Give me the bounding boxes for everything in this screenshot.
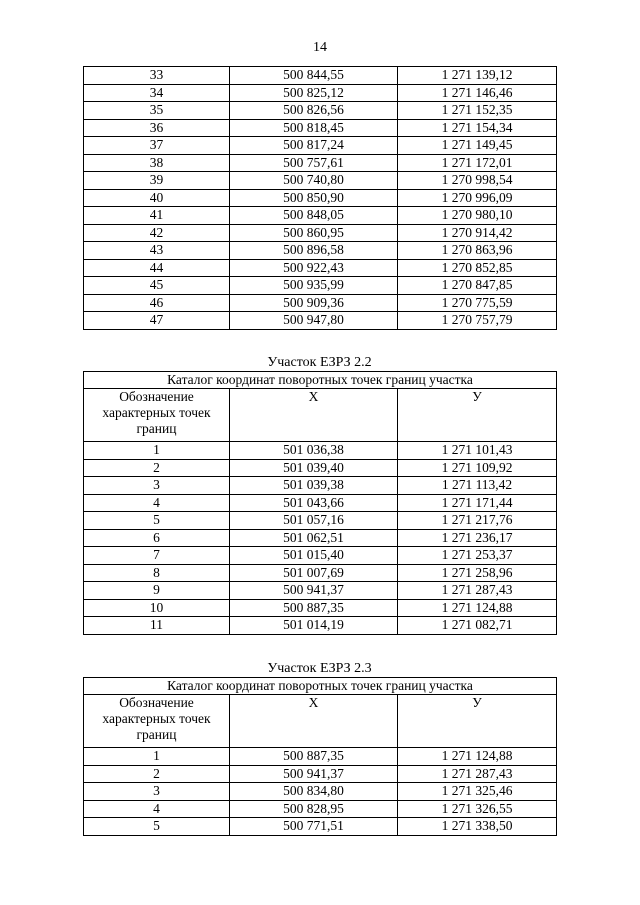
- catalog-caption: Каталог координат поворотных точек границ участка: [84, 678, 557, 695]
- point-id-cell: 37: [84, 137, 230, 155]
- point-id-cell: 44: [84, 259, 230, 277]
- x-coordinate-cell: 500 935,99: [230, 277, 398, 295]
- x-coordinate-cell: 500 848,05: [230, 207, 398, 225]
- x-coordinate-cell: 501 036,38: [230, 442, 398, 460]
- y-coordinate-cell: 1 271 172,01: [398, 154, 557, 172]
- y-coordinate-cell: 1 271 326,55: [398, 800, 557, 818]
- table-row: [84, 277, 557, 295]
- coordinates-table-2-2: [83, 371, 557, 635]
- y-coordinate-cell: 1 270 847,85: [398, 277, 557, 295]
- point-id-cell: 36: [84, 119, 230, 137]
- table-row: [84, 765, 557, 783]
- point-id-cell: 42: [84, 224, 230, 242]
- y-coordinate-cell: 1 271 113,42: [398, 477, 557, 495]
- point-id-cell: 4: [84, 494, 230, 512]
- y-coordinate-cell: 1 270 863,96: [398, 242, 557, 260]
- point-id-cell: 41: [84, 207, 230, 225]
- point-id-cell: 38: [84, 154, 230, 172]
- x-coordinate-cell: 501 062,51: [230, 529, 398, 547]
- point-id-cell: 1: [84, 442, 230, 460]
- x-coordinate-cell: 500 740,80: [230, 172, 398, 190]
- table-row: [84, 818, 557, 836]
- y-coordinate-cell: 1 270 757,79: [398, 312, 557, 330]
- x-coordinate-cell: 500 896,58: [230, 242, 398, 260]
- table-row: [84, 224, 557, 242]
- x-coordinate-cell: 501 014,19: [230, 617, 398, 635]
- table-row: [84, 119, 557, 137]
- x-coordinate-cell: 500 941,37: [230, 582, 398, 600]
- table-row: [84, 459, 557, 477]
- y-coordinate-cell: 1 271 146,46: [398, 84, 557, 102]
- x-coordinate-cell: 500 947,80: [230, 312, 398, 330]
- y-coordinate-cell: 1 271 287,43: [398, 765, 557, 783]
- column-header-x: Х: [230, 695, 398, 748]
- column-header-y: У: [398, 695, 557, 748]
- table-row: [84, 207, 557, 225]
- table-row: [84, 529, 557, 547]
- x-coordinate-cell: 500 825,12: [230, 84, 398, 102]
- section-title-2-3: Участок ЕЗРЗ 2.3: [267, 661, 372, 676]
- point-id-cell: 2: [84, 459, 230, 477]
- section-title-2-2: Участок ЕЗРЗ 2.2: [267, 355, 372, 370]
- x-coordinate-cell: 500 909,36: [230, 294, 398, 312]
- y-coordinate-cell: 1 271 109,92: [398, 459, 557, 477]
- y-coordinate-cell: 1 271 338,50: [398, 818, 557, 836]
- coordinates-table-continued: [83, 66, 557, 330]
- y-coordinate-cell: 1 271 325,46: [398, 783, 557, 801]
- point-id-cell: 10: [84, 599, 230, 617]
- table-row: [84, 617, 557, 635]
- point-id-cell: 9: [84, 582, 230, 600]
- x-coordinate-cell: 501 043,66: [230, 494, 398, 512]
- x-coordinate-cell: 500 828,95: [230, 800, 398, 818]
- point-id-cell: 2: [84, 765, 230, 783]
- table-row: [84, 259, 557, 277]
- coordinates-table-2-3: [83, 677, 557, 836]
- y-coordinate-cell: 1 270 775,59: [398, 294, 557, 312]
- x-coordinate-cell: 501 007,69: [230, 564, 398, 582]
- point-id-cell: 47: [84, 312, 230, 330]
- x-coordinate-cell: 500 818,45: [230, 119, 398, 137]
- point-id-cell: 34: [84, 84, 230, 102]
- table-row: [84, 494, 557, 512]
- y-coordinate-cell: 1 271 139,12: [398, 67, 557, 85]
- x-coordinate-cell: 501 057,16: [230, 512, 398, 530]
- catalog-caption: Каталог координат поворотных точек границ участка: [84, 372, 557, 389]
- y-coordinate-cell: 1 271 082,71: [398, 617, 557, 635]
- table-row: [84, 102, 557, 120]
- point-id-cell: 5: [84, 512, 230, 530]
- point-id-cell: 39: [84, 172, 230, 190]
- x-coordinate-cell: 500 826,56: [230, 102, 398, 120]
- table-row: [84, 599, 557, 617]
- x-coordinate-cell: 500 887,35: [230, 748, 398, 766]
- table-row: [84, 67, 557, 85]
- y-coordinate-cell: 1 270 914,42: [398, 224, 557, 242]
- table-row: [84, 312, 557, 330]
- point-id-cell: 6: [84, 529, 230, 547]
- table-row: [84, 748, 557, 766]
- x-coordinate-cell: 500 757,61: [230, 154, 398, 172]
- y-coordinate-cell: 1 270 996,09: [398, 189, 557, 207]
- x-coordinate-cell: 501 039,38: [230, 477, 398, 495]
- page-number: 14: [313, 40, 327, 55]
- column-header-point-id: Обозначение характерных точек границ: [84, 389, 230, 442]
- y-coordinate-cell: 1 271 253,37: [398, 547, 557, 565]
- point-id-cell: 8: [84, 564, 230, 582]
- y-coordinate-cell: 1 270 852,85: [398, 259, 557, 277]
- table-row: [84, 582, 557, 600]
- y-coordinate-cell: 1 270 998,54: [398, 172, 557, 190]
- x-coordinate-cell: 500 844,55: [230, 67, 398, 85]
- x-coordinate-cell: 500 941,37: [230, 765, 398, 783]
- point-id-cell: 40: [84, 189, 230, 207]
- x-coordinate-cell: 500 887,35: [230, 599, 398, 617]
- point-id-cell: 3: [84, 783, 230, 801]
- x-coordinate-cell: 500 817,24: [230, 137, 398, 155]
- table-row: [84, 800, 557, 818]
- point-id-cell: 35: [84, 102, 230, 120]
- y-coordinate-cell: 1 271 124,88: [398, 748, 557, 766]
- point-id-cell: 3: [84, 477, 230, 495]
- point-id-cell: 45: [84, 277, 230, 295]
- x-coordinate-cell: 501 039,40: [230, 459, 398, 477]
- point-id-cell: 46: [84, 294, 230, 312]
- x-coordinate-cell: 500 860,95: [230, 224, 398, 242]
- table-row: [84, 477, 557, 495]
- table-row: [84, 189, 557, 207]
- column-header-point-id: Обозначение характерных точек границ: [84, 695, 230, 748]
- y-coordinate-cell: 1 270 980,10: [398, 207, 557, 225]
- table-row: [84, 242, 557, 260]
- y-coordinate-cell: 1 271 154,34: [398, 119, 557, 137]
- y-coordinate-cell: 1 271 236,17: [398, 529, 557, 547]
- y-coordinate-cell: 1 271 149,45: [398, 137, 557, 155]
- table-row: [84, 783, 557, 801]
- table-row: [84, 154, 557, 172]
- y-coordinate-cell: 1 271 217,76: [398, 512, 557, 530]
- table-row: [84, 512, 557, 530]
- table-row: [84, 294, 557, 312]
- x-coordinate-cell: 501 015,40: [230, 547, 398, 565]
- y-coordinate-cell: 1 271 171,44: [398, 494, 557, 512]
- y-coordinate-cell: 1 271 287,43: [398, 582, 557, 600]
- table-row: [84, 84, 557, 102]
- point-id-cell: 11: [84, 617, 230, 635]
- table-row: [84, 442, 557, 460]
- y-coordinate-cell: 1 271 101,43: [398, 442, 557, 460]
- table-row: [84, 137, 557, 155]
- table-row: [84, 547, 557, 565]
- table-row: [84, 564, 557, 582]
- point-id-cell: 4: [84, 800, 230, 818]
- x-coordinate-cell: 500 850,90: [230, 189, 398, 207]
- column-header-y: У: [398, 389, 557, 442]
- x-coordinate-cell: 500 771,51: [230, 818, 398, 836]
- point-id-cell: 5: [84, 818, 230, 836]
- x-coordinate-cell: 500 922,43: [230, 259, 398, 277]
- table-row: [84, 172, 557, 190]
- y-coordinate-cell: 1 271 258,96: [398, 564, 557, 582]
- point-id-cell: 43: [84, 242, 230, 260]
- y-coordinate-cell: 1 271 152,35: [398, 102, 557, 120]
- column-header-x: Х: [230, 389, 398, 442]
- x-coordinate-cell: 500 834,80: [230, 783, 398, 801]
- point-id-cell: 7: [84, 547, 230, 565]
- y-coordinate-cell: 1 271 124,88: [398, 599, 557, 617]
- point-id-cell: 33: [84, 67, 230, 85]
- point-id-cell: 1: [84, 748, 230, 766]
